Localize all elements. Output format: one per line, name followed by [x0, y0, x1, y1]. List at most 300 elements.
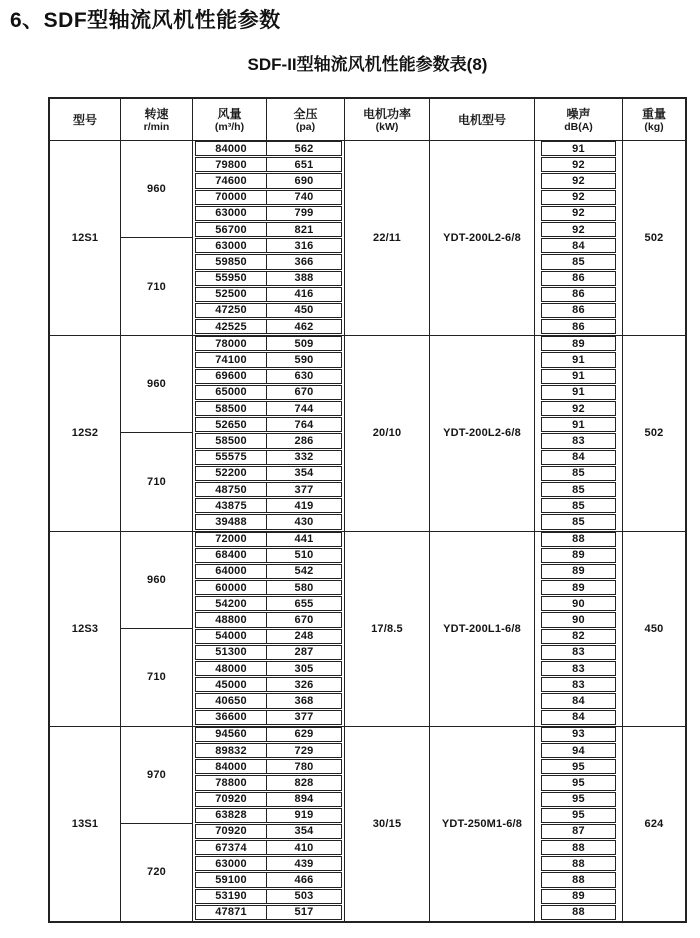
- flow-pressure-row: [193, 808, 345, 824]
- pressure-value: 542: [294, 565, 314, 578]
- airflow-value: 54200: [196, 597, 267, 610]
- noise-row: [535, 417, 623, 433]
- noise-row: [535, 677, 623, 693]
- pressure-value: 651: [294, 158, 314, 171]
- model-cell: 13S1: [50, 727, 121, 921]
- noise-row: [535, 514, 623, 530]
- airflow-value: 70920: [196, 793, 267, 806]
- flow-pressure-row: [193, 401, 345, 417]
- noise-value: 88: [541, 856, 616, 871]
- noise-row: [535, 693, 623, 709]
- noise-value: 89: [541, 548, 616, 563]
- noise-value: 84: [541, 693, 616, 708]
- airflow-value: 52650: [196, 418, 267, 431]
- flow-pressure-box: [195, 677, 342, 692]
- flow-pressure-box: [195, 612, 342, 627]
- flow-pressure-row: [193, 287, 345, 303]
- noise-row: [535, 287, 623, 303]
- flow-pressure-box: [195, 824, 342, 839]
- airflow-value: 53190: [196, 890, 267, 903]
- flow-pressure-row: [193, 532, 345, 548]
- airflow-value: 78800: [196, 776, 267, 789]
- table-header-row: [50, 99, 685, 141]
- flow-pressure-box: [195, 840, 342, 855]
- airflow-value: 52200: [196, 467, 267, 480]
- noise-value: 84: [541, 450, 616, 465]
- table-title: SDF-II型轴流风机性能参数表(8): [247, 55, 488, 74]
- flow-pressure-row: [193, 173, 345, 189]
- model-cell: 12S3: [50, 532, 121, 726]
- airflow-value: 45000: [196, 678, 267, 691]
- header-unit: (pa): [295, 120, 316, 133]
- noise-value: 92: [541, 173, 616, 188]
- pressure-value: 316: [294, 239, 314, 252]
- speed-cell: 710: [121, 433, 193, 530]
- flow-pressure-row: [193, 482, 345, 498]
- flow-pressure-box: [195, 775, 342, 790]
- airflow-value: 51300: [196, 646, 267, 659]
- noise-row: [535, 580, 623, 596]
- model-cell: 12S2: [50, 336, 121, 530]
- noise-value: 85: [541, 482, 616, 497]
- airflow-value: 54000: [196, 630, 267, 643]
- airflow-value: 43875: [196, 499, 267, 512]
- airflow-value: 48750: [196, 483, 267, 496]
- noise-row: [535, 385, 623, 401]
- noise-value: 91: [541, 417, 616, 432]
- noise-value: 85: [541, 498, 616, 513]
- airflow-value: 68400: [196, 549, 267, 562]
- noise-row: [535, 319, 623, 335]
- noise-row: [535, 661, 623, 677]
- header-cell-airflow: [193, 99, 267, 140]
- airflow-value: 67374: [196, 841, 267, 854]
- noise-row: [535, 710, 623, 726]
- pressure-value: 326: [294, 678, 314, 691]
- flow-pressure-row: [193, 450, 345, 466]
- flow-pressure-box: [195, 629, 342, 644]
- airflow-value: 48800: [196, 613, 267, 626]
- flow-pressure-box: [195, 450, 342, 465]
- pressure-value: 439: [294, 857, 314, 870]
- noise-row: [535, 727, 623, 743]
- flow-pressure-box: [195, 141, 342, 156]
- header-label: 转速: [144, 106, 169, 121]
- pressure-value: 670: [294, 614, 314, 627]
- airflow-value: 70000: [196, 191, 267, 204]
- flow-pressure-box: [195, 872, 342, 887]
- pressure-value: 919: [294, 809, 314, 822]
- flow-pressure-row: [193, 824, 345, 840]
- noise-value: 84: [541, 238, 616, 253]
- pressure-value: 744: [294, 402, 314, 415]
- flow-pressure-box: [195, 385, 342, 400]
- pressure-value: 332: [294, 451, 314, 464]
- flow-pressure-row: [193, 856, 345, 872]
- noise-row: [535, 840, 623, 856]
- flow-pressure-box: [195, 287, 342, 302]
- flow-pressure-row: [193, 303, 345, 319]
- pressure-value: 780: [294, 760, 314, 773]
- noise-row: [535, 141, 623, 157]
- noise-row: [535, 303, 623, 319]
- flow-pressure-box: [195, 514, 342, 529]
- noise-value: 86: [541, 271, 616, 286]
- flow-pressure-row: [193, 336, 345, 352]
- flow-pressure-row: [193, 254, 345, 270]
- noise-row: [535, 401, 623, 417]
- noise-row: [535, 271, 623, 287]
- noise-row: [535, 872, 623, 888]
- airflow-value: 63000: [196, 239, 267, 252]
- pressure-value: 670: [294, 386, 314, 399]
- motor-power-cell: 20/10: [345, 336, 430, 530]
- flow-pressure-row: [193, 190, 345, 206]
- pressure-value: 466: [294, 874, 314, 887]
- airflow-value: 39488: [196, 515, 267, 528]
- noise-value: 85: [541, 254, 616, 269]
- weight-cell: 450: [644, 622, 664, 635]
- motor-power-cell: 22/11: [345, 141, 430, 335]
- airflow-value: 59850: [196, 255, 267, 268]
- pressure-value: 503: [294, 890, 314, 903]
- flow-pressure-row: [193, 385, 345, 401]
- noise-value: 85: [541, 466, 616, 481]
- airflow-value: 64000: [196, 565, 267, 578]
- noise-value: 86: [541, 303, 616, 318]
- airflow-value: 63000: [196, 857, 267, 870]
- pressure-value: 517: [294, 906, 314, 919]
- airflow-value: 40650: [196, 694, 267, 707]
- noise-value: 92: [541, 206, 616, 221]
- pressure-value: 828: [294, 776, 314, 789]
- flow-pressure-row: [193, 775, 345, 791]
- noise-value: 82: [541, 629, 616, 644]
- pressure-value: 509: [294, 337, 314, 350]
- airflow-value: 60000: [196, 581, 267, 594]
- weight-cell: 502: [644, 232, 664, 245]
- flow-pressure-row: [193, 710, 345, 726]
- airflow-value: 58500: [196, 402, 267, 415]
- pressure-value: 354: [294, 825, 314, 838]
- flow-pressure-row: [193, 840, 345, 856]
- flow-pressure-row: [193, 629, 345, 645]
- flow-pressure-box: [195, 466, 342, 481]
- flow-pressure-box: [195, 190, 342, 205]
- page-title: 6、SDF型轴流风机性能参数: [10, 9, 281, 32]
- header-label: 电机功率: [362, 106, 411, 121]
- speed-cell: 720: [121, 824, 193, 921]
- pressure-value: 287: [294, 646, 314, 659]
- motor-model-cell: YDT-200L2-6/8: [430, 141, 535, 335]
- noise-value: 95: [541, 792, 616, 807]
- airflow-value: 79800: [196, 158, 267, 171]
- flow-pressure-row: [193, 905, 345, 921]
- noise-row: [535, 369, 623, 385]
- airflow-value: 65000: [196, 386, 267, 399]
- header-cell-speed: [121, 99, 193, 140]
- noise-value: 92: [541, 401, 616, 416]
- noise-value: 90: [541, 612, 616, 627]
- header-cell-weight: [623, 99, 685, 140]
- airflow-value: 55950: [196, 272, 267, 285]
- speed-cell: 710: [121, 629, 193, 726]
- noise-row: [535, 157, 623, 173]
- pressure-value: 580: [294, 581, 314, 594]
- pressure-value: 419: [294, 499, 314, 512]
- pressure-value: 377: [294, 711, 314, 724]
- noise-value: 93: [541, 727, 616, 742]
- header-label: 电机型号: [457, 112, 506, 127]
- flow-pressure-row: [193, 872, 345, 888]
- noise-row: [535, 759, 623, 775]
- speed-cell: 970: [121, 727, 193, 824]
- flow-pressure-box: [195, 303, 342, 318]
- speed-cell: 960: [121, 141, 193, 238]
- airflow-value: 72000: [196, 533, 267, 546]
- pressure-value: 729: [294, 744, 314, 757]
- airflow-value: 36600: [196, 711, 267, 724]
- flow-pressure-box: [195, 710, 342, 725]
- flow-pressure-row: [193, 141, 345, 157]
- noise-value: 89: [541, 336, 616, 351]
- pressure-value: 410: [294, 841, 314, 854]
- header-unit: (m³/h): [214, 120, 245, 133]
- noise-row: [535, 482, 623, 498]
- airflow-value: 59100: [196, 873, 267, 886]
- flow-pressure-row: [193, 759, 345, 775]
- noise-row: [535, 450, 623, 466]
- flow-pressure-box: [195, 743, 342, 758]
- flow-pressure-box: [195, 238, 342, 253]
- airflow-value: 74600: [196, 174, 267, 187]
- airflow-value: 52500: [196, 288, 267, 301]
- noise-row: [535, 222, 623, 238]
- noise-value: 95: [541, 759, 616, 774]
- header-cell-model: [50, 99, 121, 140]
- noise-row: [535, 190, 623, 206]
- flow-pressure-row: [193, 743, 345, 759]
- noise-value: 84: [541, 710, 616, 725]
- pressure-value: 368: [294, 694, 314, 707]
- header-cell-power: [345, 99, 430, 140]
- pressure-value: 450: [294, 304, 314, 317]
- flow-pressure-row: [193, 319, 345, 335]
- flow-pressure-box: [195, 759, 342, 774]
- airflow-value: 84000: [196, 142, 267, 155]
- pressure-value: 799: [294, 207, 314, 220]
- flow-pressure-box: [195, 693, 342, 708]
- performance-table: [48, 97, 687, 923]
- flow-pressure-row: [193, 433, 345, 449]
- speed-cell: 710: [121, 238, 193, 335]
- airflow-value: 94560: [196, 728, 267, 741]
- noise-value: 95: [541, 775, 616, 790]
- flow-pressure-row: [193, 677, 345, 693]
- flow-pressure-row: [193, 498, 345, 514]
- flow-pressure-row: [193, 157, 345, 173]
- flow-pressure-box: [195, 271, 342, 286]
- airflow-value: 63000: [196, 207, 267, 220]
- airflow-value: 47871: [196, 906, 267, 919]
- noise-value: 83: [541, 677, 616, 692]
- flow-pressure-row: [193, 369, 345, 385]
- noise-row: [535, 336, 623, 352]
- noise-value: 91: [541, 369, 616, 384]
- pressure-value: 305: [294, 662, 314, 675]
- flow-pressure-row: [193, 238, 345, 254]
- flow-pressure-box: [195, 433, 342, 448]
- flow-pressure-row: [193, 693, 345, 709]
- flow-pressure-row: [193, 645, 345, 661]
- header-unit: (kW): [375, 120, 399, 133]
- flow-pressure-row: [193, 222, 345, 238]
- pressure-value: 894: [294, 793, 314, 806]
- noise-row: [535, 856, 623, 872]
- flow-pressure-box: [195, 498, 342, 513]
- flow-pressure-box: [195, 727, 342, 742]
- noise-row: [535, 612, 623, 628]
- airflow-value: 55575: [196, 451, 267, 464]
- flow-pressure-box: [195, 596, 342, 611]
- pressure-value: 416: [294, 288, 314, 301]
- pressure-value: 630: [294, 370, 314, 383]
- noise-row: [535, 629, 623, 645]
- noise-value: 88: [541, 532, 616, 547]
- flow-pressure-row: [193, 548, 345, 564]
- noise-row: [535, 905, 623, 921]
- airflow-value: 89832: [196, 744, 267, 757]
- model-section-13S1: [50, 727, 685, 921]
- noise-row: [535, 564, 623, 580]
- noise-value: 91: [541, 385, 616, 400]
- noise-row: [535, 532, 623, 548]
- noise-value: 88: [541, 872, 616, 887]
- flow-pressure-box: [195, 564, 342, 579]
- noise-value: 90: [541, 596, 616, 611]
- header-label: 风量: [217, 106, 242, 121]
- airflow-value: 84000: [196, 760, 267, 773]
- header-label: 型号: [72, 112, 97, 127]
- flow-pressure-box: [195, 157, 342, 172]
- noise-value: 89: [541, 580, 616, 595]
- model-section-12S3: [50, 532, 685, 727]
- pressure-value: 690: [294, 174, 314, 187]
- pressure-value: 388: [294, 272, 314, 285]
- noise-row: [535, 596, 623, 612]
- motor-model-cell: YDT-200L2-6/8: [430, 336, 535, 530]
- airflow-value: 48000: [196, 662, 267, 675]
- noise-row: [535, 254, 623, 270]
- flow-pressure-row: [193, 580, 345, 596]
- noise-value: 87: [541, 824, 616, 839]
- noise-row: [535, 173, 623, 189]
- flow-pressure-box: [195, 532, 342, 547]
- flow-pressure-row: [193, 792, 345, 808]
- flow-pressure-box: [195, 889, 342, 904]
- airflow-value: 78000: [196, 337, 267, 350]
- noise-row: [535, 548, 623, 564]
- flow-pressure-row: [193, 466, 345, 482]
- airflow-value: 47250: [196, 304, 267, 317]
- airflow-value: 56700: [196, 223, 267, 236]
- flow-pressure-box: [195, 336, 342, 351]
- flow-pressure-row: [193, 271, 345, 287]
- flow-pressure-box: [195, 548, 342, 563]
- model-cell: 12S1: [50, 141, 121, 335]
- noise-row: [535, 889, 623, 905]
- pressure-value: 430: [294, 515, 314, 528]
- noise-value: 91: [541, 352, 616, 367]
- pressure-value: 740: [294, 191, 314, 204]
- header-unit: r/min: [143, 120, 170, 133]
- noise-value: 86: [541, 319, 616, 334]
- noise-value: 92: [541, 222, 616, 237]
- header-label: 全压: [293, 106, 318, 121]
- flow-pressure-row: [193, 889, 345, 905]
- flow-pressure-box: [195, 645, 342, 660]
- noise-value: 92: [541, 157, 616, 172]
- flow-pressure-row: [193, 727, 345, 743]
- noise-value: 83: [541, 645, 616, 660]
- noise-value: 89: [541, 564, 616, 579]
- pressure-value: 821: [294, 223, 314, 236]
- noise-row: [535, 645, 623, 661]
- pressure-value: 354: [294, 467, 314, 480]
- model-section-12S1: [50, 141, 685, 336]
- flow-pressure-row: [193, 514, 345, 530]
- noise-row: [535, 743, 623, 759]
- speed-cell: 960: [121, 532, 193, 629]
- flow-pressure-row: [193, 564, 345, 580]
- pressure-value: 462: [294, 320, 314, 333]
- header-cell-noise: [535, 99, 623, 140]
- noise-value: 83: [541, 661, 616, 676]
- weight-cell: 502: [644, 427, 664, 440]
- airflow-value: 69600: [196, 370, 267, 383]
- flow-pressure-box: [195, 661, 342, 676]
- motor-power-cell: 17/8.5: [345, 532, 430, 726]
- noise-value: 91: [541, 141, 616, 156]
- pressure-value: 629: [294, 728, 314, 741]
- noise-value: 88: [541, 905, 616, 920]
- flow-pressure-box: [195, 254, 342, 269]
- noise-value: 94: [541, 743, 616, 758]
- pressure-value: 377: [294, 483, 314, 496]
- motor-power-cell: 30/15: [345, 727, 430, 921]
- pressure-value: 248: [294, 630, 314, 643]
- flow-pressure-box: [195, 482, 342, 497]
- noise-row: [535, 775, 623, 791]
- pressure-value: 590: [294, 354, 314, 367]
- noise-row: [535, 498, 623, 514]
- noise-row: [535, 433, 623, 449]
- flow-pressure-box: [195, 401, 342, 416]
- header-unit: dB(A): [564, 120, 593, 133]
- header-label: 噪声: [566, 106, 591, 121]
- noise-row: [535, 824, 623, 840]
- motor-model-cell: YDT-250M1-6/8: [430, 727, 535, 921]
- airflow-value: 70920: [196, 825, 267, 838]
- noise-row: [535, 238, 623, 254]
- flow-pressure-row: [193, 206, 345, 222]
- model-section-12S2: [50, 336, 685, 531]
- noise-row: [535, 352, 623, 368]
- flow-pressure-box: [195, 905, 342, 920]
- noise-value: 88: [541, 840, 616, 855]
- flow-pressure-box: [195, 206, 342, 221]
- flow-pressure-row: [193, 352, 345, 368]
